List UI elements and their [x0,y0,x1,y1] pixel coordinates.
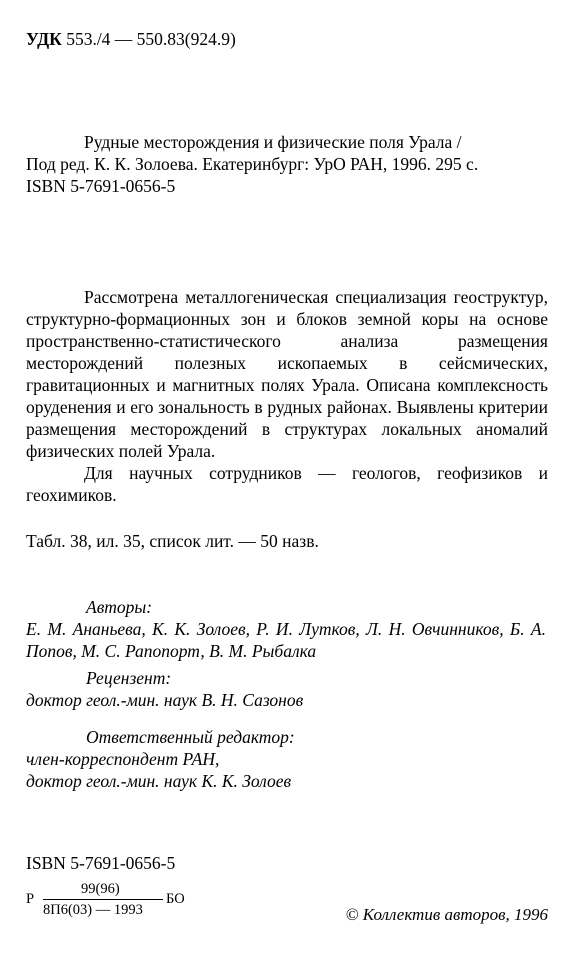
abstract [26,286,548,506]
biblio-editor-line: Под ред. К. К. Золоева. Екатеринбург: УрО РАН, 1996. 295 с. [26,154,479,174]
biblio-isbn-line: ISBN 5-7691-0656-5 [26,176,176,196]
authors-names: Е. М. Ананьева, К. К. Золоев, Р. И. Лутков, Л. Н. Овчинников, Б. А. Попов, М. С. Рапопорт, В. М. Рыбалка [26,619,546,661]
reviewer-name: доктор геол.-мин. наук В. Н. Сазонов [26,690,304,710]
udk-label: УДК [26,29,62,49]
editor-title: член-корреспондент РАН, [26,749,220,769]
bibliographic-description [26,131,548,197]
isbn-line: ISBN 5-7691-0656-5 [26,853,176,873]
abstract-paragraph: Рассмотрена металлогеническая специализация геоструктур, структурно-формационных зон и блоков земной коры на основе пространственно-статистического анализа размещения месторождений полезных ископаемых в сейсмических, гравитационных и магнитных полях Урала. Описана комплексность оруденения и его зональность в рудных районах. Выявлены критерии размещения месторождений в структурах локальных аномалий физических полей Урала. [26,287,548,461]
audience-paragraph: Для научных сотрудников — геологов, геофизиков и геохимиков. [26,463,548,505]
reviewer-heading: Рецензент: [86,668,172,688]
classification-suffix: БО [166,891,185,907]
copyright: © Коллектив авторов, 1996 [345,905,548,924]
reviewer-block [26,667,546,711]
udk-line [26,28,236,50]
authors-block [26,596,546,662]
classification-prefix: Р [26,891,35,907]
authors-heading: Авторы: [86,597,153,617]
classification-numerator: 99(96) [81,881,120,897]
fraction-rule [43,899,163,900]
biblio-title-line: Рудные месторождения и физические поля Урала / [84,132,462,152]
udk-number: 553./4 — 550.83(924.9) [66,29,236,49]
editor-heading: Ответственный редактор: [86,727,295,747]
classification-denominator: 8П6(03) — 1993 [43,902,143,918]
editor-name: доктор геол.-мин. наук К. К. Золоев [26,771,292,791]
editor-block [26,726,546,792]
tables-info: Табл. 38, ил. 35, список лит. — 50 назв. [26,531,319,551]
